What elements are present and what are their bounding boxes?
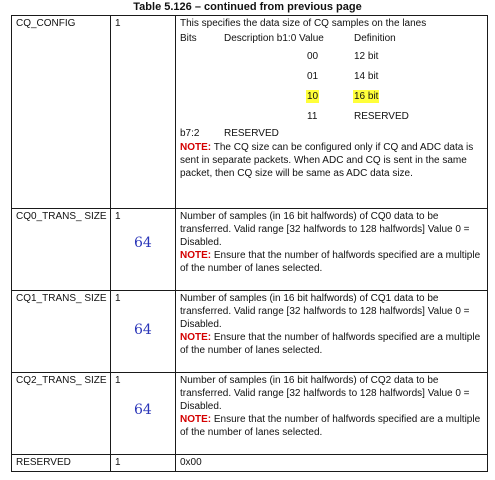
handwritten-annotation: 64: [134, 402, 152, 418]
table-row-reserved: [12, 455, 488, 472]
bits-col-header: Bits: [180, 33, 197, 44]
note: [180, 413, 484, 439]
table-row-cq1-trans-size: [12, 291, 488, 373]
field-name: CQ0_TRANS_ SIZE: [16, 211, 107, 222]
note-text: Ensure that the number of halfwords specified are a multiple of the number of lanes selected.: [180, 414, 481, 438]
table-row-cq0-trans-size: [12, 209, 488, 291]
reserved-bits: b7:2: [180, 128, 200, 139]
field-value-cell: [111, 16, 176, 209]
bit-definition: 14 bit: [354, 71, 379, 82]
bit-value: 00: [307, 51, 319, 62]
bit-definition: 12 bit: [354, 51, 379, 62]
field-value-cell: [111, 291, 176, 373]
field-description-cell: [176, 209, 488, 291]
field-name-cell: [12, 291, 111, 373]
bits-table-header: [180, 32, 484, 47]
field-description: 0x00: [180, 457, 202, 468]
field-description-cell: [176, 455, 488, 472]
reserved-bits-row: [180, 127, 484, 141]
bit-value-row: [180, 67, 484, 87]
bit-definition-highlighted: 16 bit: [354, 91, 379, 102]
field-description-cell: [176, 291, 488, 373]
note-label: NOTE:: [180, 414, 212, 425]
field-name-cell: [12, 373, 111, 455]
field-value: 1: [115, 375, 121, 386]
bit-value-row: [180, 107, 484, 127]
note-text: The CQ size can be configured only if CQ and ADC data is sent in separate packets. When ADC and CQ is sent in the same packet, then CQ size will be same as ADC data size.: [180, 142, 474, 179]
handwritten-annotation: 64: [134, 322, 152, 338]
note-text: Ensure that the number of halfwords specified are a multiple of the number of lanes selected.: [180, 332, 481, 356]
reserved-bits-desc: RESERVED: [224, 128, 279, 139]
bit-value: 01: [307, 71, 319, 82]
field-value: 1: [115, 293, 121, 304]
field-value: 1: [115, 457, 121, 468]
desc-col-header: Description b1:0 Value: [224, 33, 324, 44]
field-name-cell: [12, 209, 111, 291]
field-description-cell: [176, 16, 488, 209]
field-value: 1: [115, 18, 121, 29]
field-name: CQ1_TRANS_ SIZE: [16, 293, 107, 304]
field-value-cell: [111, 209, 176, 291]
field-description: Number of samples (in 16 bit halfwords) of CQ1 data to be transferred. Valid range [32 halfwords to 128 halfwords] Value 0 = Disabled.: [180, 293, 470, 330]
note: [180, 249, 484, 275]
note: [180, 141, 484, 180]
table-caption: Table 5.126 – continued from previous page: [133, 1, 362, 13]
note-text: Ensure that the number of halfwords specified are a multiple of the number of lanes selected.: [180, 250, 481, 274]
handwritten-annotation: 64: [134, 235, 152, 251]
table-row-cq-config: [12, 16, 488, 209]
field-name-cell: [12, 455, 111, 472]
bit-definition: RESERVED: [354, 111, 409, 122]
field-description: Number of samples (in 16 bit halfwords) of CQ0 data to be transferred. Valid range [32 halfwords to 128 halfwords] Value 0 = Disabled.: [180, 211, 470, 248]
field-value: 1: [115, 211, 121, 222]
field-name: CQ_CONFIG: [16, 18, 76, 29]
field-name: CQ2_TRANS_ SIZE: [16, 375, 107, 386]
register-table: [11, 15, 488, 472]
field-description-cell: [176, 373, 488, 455]
note-label: NOTE:: [180, 250, 212, 261]
note-label: NOTE:: [180, 332, 212, 343]
note-label: NOTE:: [180, 142, 212, 153]
def-col-header: Definition: [354, 33, 396, 44]
field-description: Number of samples (in 16 bit halfwords) of CQ2 data to be transferred. Valid range [32 halfwords to 128 halfwords] Value 0 = Disabled.: [180, 375, 470, 412]
bit-value-row: [180, 47, 484, 67]
table-row-cq2-trans-size: [12, 373, 488, 455]
bit-value: 11: [307, 111, 318, 122]
field-value-cell: [111, 373, 176, 455]
bit-value-row-highlighted: [180, 87, 484, 107]
note: [180, 331, 484, 357]
field-name: RESERVED: [16, 457, 71, 468]
field-name-cell: [12, 16, 111, 209]
field-intro: This specifies the data size of CQ samples on the lanes: [180, 18, 427, 29]
bit-value-highlighted: 10: [307, 91, 319, 102]
field-value-cell: [111, 455, 176, 472]
